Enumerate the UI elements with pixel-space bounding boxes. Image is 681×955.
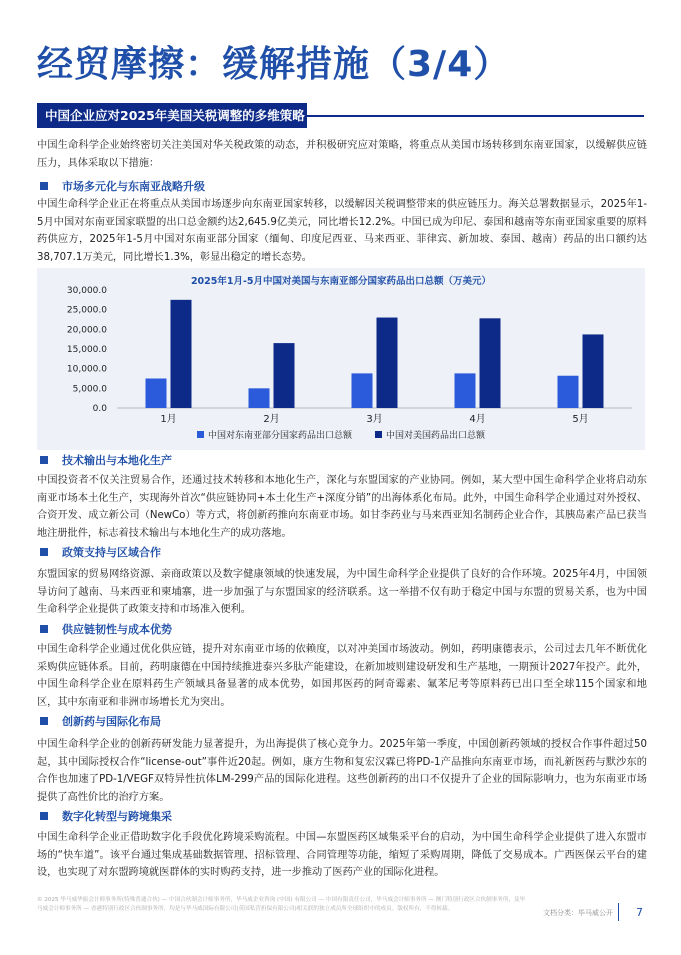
x-tick-label: 1月: [160, 414, 177, 425]
chart-plot: [37, 268, 645, 450]
footer-disclaimer: © 2025 毕马威华振会计师事务所(特殊普通合伙) — 中国合伙制会计师事务所，毕马威企业咨询 (中国) 有限公司 — 中国有限责任公司，毕马威会计师事务所 — 澳门特别行政区合伙制事务所，及毕马威会计师事务所 — 香港特别行政区合伙制事务所，均是与毕马威国际有限公司(英国私营担保有限公司)相关联的独立成员所全球组织中的成员。版权所有，不得转载。: [37, 897, 526, 912]
bar-us-1: [171, 300, 192, 408]
x-tick-label: 3月: [366, 414, 383, 425]
square-bullet-icon: [40, 548, 48, 556]
square-bullet-icon: [40, 456, 48, 464]
subsection-body-supply: 中国生命科学企业通过优化供应链，提升对东南亚市场的依赖度，以对冲美国市场波动。例如，药明康德表示，公司过去几年不断优化采购供应链体系。目前，药明康德在中国持续推进泰兴多肽产能建设，在新加坡则建设研发和生产基地，一期预计2027年投产。此外，中国生命科学企业在原料药生产领域具备显著的成本优势，如国邦医药的阿奇霉素、氟苯尼考等原料药已出口至全球115个国家和地区，其中东南亚和非洲市场增长尤为突出。: [37, 644, 647, 708]
page-number: 7: [636, 906, 643, 919]
subsection-body-market: 中国生命科学企业正在将重点从美国市场逐步向东南亚国家转移，以缓解因关税调整带来的供应链压力。海关总署数据显示，2025年1-5月中国对东南亚国家联盟的出口总金额约达2,645.9亿美元，同比增长12.2%。中国已成为印尼、泰国和越南等东南亚国家重要的原料药供应方，2025年1-5月中国对东南亚部分国家（缅甸、印度尼西亚、马来西亚、菲律宾、新加坡、泰国、越南）药品的出口额约达38,707.1万美元，同比增长1.3%，彰显出稳定的增长态势。: [37, 199, 647, 263]
y-tick-label: 25,000.0: [66, 305, 107, 316]
x-tick-label: 4月: [469, 414, 486, 425]
bar-us-4: [480, 318, 501, 408]
square-bullet-icon: [40, 182, 48, 190]
subsection-body-tech: 中国投资者不仅关注贸易合作，还通过技术转移和本地化生产，深化与东盟国家的产业协同。例如，某大型中国生命科学企业将启动东南亚市场本土化生产，实现海外首次“供应链协同+本土化生产+深度分销”的出海体系化布局。此外，中国生命科学企业通过对外授权、合资开发、成立新公司（NewCo）等方式，将创新药推向东南亚市场。如甘李药业与马来西亚知名制药企业合作，其胰岛素产品已获当地注册批件，标志着技术输出与本地化生产的成功落地。: [37, 475, 647, 539]
legend-swatch-us: [375, 431, 382, 438]
y-tick-label: 5,000.0: [72, 384, 107, 395]
subsection-heading-supply: 供应链韧性与成本优势: [40, 621, 172, 639]
square-bullet-icon: [40, 812, 48, 820]
bar-us-3: [377, 318, 398, 408]
subsection-heading-digital: 数字化转型与跨境集采: [40, 808, 172, 826]
subsection-heading-policy: 政策支持与区域合作: [40, 544, 161, 562]
page-title: 经贸摩擦：缓解措施（3/4）: [37, 44, 511, 85]
export-bar-chart: [37, 268, 645, 450]
subsection-body-digital: 中国生命科学企业正借助数字化手段优化跨境采购流程。中国—东盟医药区域集采平台的启动，为中国生命科学企业提供了进入东盟市场的“快车道”。该平台通过集成基础数据管理、招标管理、合同管理等功能，缩短了采购周期，降低了交易成本。广西医保云平台的建设，也实现了对东盟跨境就医群体的实时购药支持，进一步推动了医药产业的国际化进程。: [37, 832, 647, 879]
footer-divider: [618, 903, 619, 921]
square-bullet-icon: [40, 625, 48, 633]
y-tick-label: 0.0: [92, 404, 107, 414]
chart-title: 2025年1月-5月中国对美国与东南亚部分国家药品出口总额（万美元）: [190, 276, 492, 287]
intro-paragraph: 中国生命科学企业始终密切关注美国对华关税政策的动态，并积极研究应对策略，将重点从美国市场转移到东南亚国家，以缓解供应链压力，具体采取以下措施：: [37, 140, 647, 169]
legend-item-us: 中国对美国药品出口总额: [375, 428, 485, 441]
subsection-body-innovation: 中国生命科学企业的创新药研发能力显著提升，为出海提供了核心竞争力。2025年第一季度，中国创新药领域的授权合作事件超过50起，其中国际授权合作“license-out”事件近20起。例如，康方生物和复宏汉霖已将PD-1产品推向东南亚市场，而礼新医药与默沙东的合作也加速了PD-1/VEGF双特异性抗体LM-299产品的国际化进程。这些创新药的出口不仅提升了企业的国际影响力，也为东南亚市场提供了高性价比的治疗方案。: [37, 739, 647, 803]
subsection-body-policy: 东盟国家的贸易网络资源、亲商政策以及数字健康领域的快速发展，为中国生命科学企业提供了良好的合作环境。2025年4月，中国领导访问了越南、马来西亚和柬埔寨，进一步加强了与东盟国家的经济联系。这一举措不仅有助于稳定中国与东盟的贸易关系，也为中国生命科学企业提供了政策支持和市场准入便利。: [37, 569, 647, 616]
y-tick-label: 10,000.0: [66, 364, 107, 375]
x-tick-label: 5月: [572, 414, 589, 425]
bar-sea-3: [352, 373, 373, 408]
bar-sea-5: [558, 376, 579, 408]
y-tick-label: 15,000.0: [66, 345, 107, 355]
legend-item-sea: 中国对东南亚部分国家药品出口总额: [197, 428, 352, 441]
subsection-heading-innovation: 创新药与国际化布局: [40, 713, 161, 731]
y-tick-label: 20,000.0: [66, 325, 107, 336]
section-header: 中国企业应对2025年美国关税调整的多维策略: [37, 103, 307, 128]
square-bullet-icon: [40, 717, 48, 725]
subsection-heading-market: 市场多元化与东南亚战略升级: [40, 178, 205, 196]
document-classification: 文档分类：毕马威公开: [543, 909, 613, 917]
legend-swatch-sea: [197, 431, 204, 438]
section-rule: [307, 115, 644, 117]
x-tick-label: 2月: [263, 414, 280, 425]
bar-us-2: [274, 343, 295, 408]
bar-sea-2: [249, 388, 270, 408]
chart-legend: [37, 428, 645, 441]
bar-sea-1: [146, 379, 167, 409]
bar-us-5: [583, 334, 604, 408]
bar-sea-4: [455, 373, 476, 408]
subsection-heading-tech: 技术输出与本地化生产: [40, 452, 172, 470]
y-tick-label: 30,000.0: [66, 286, 107, 296]
